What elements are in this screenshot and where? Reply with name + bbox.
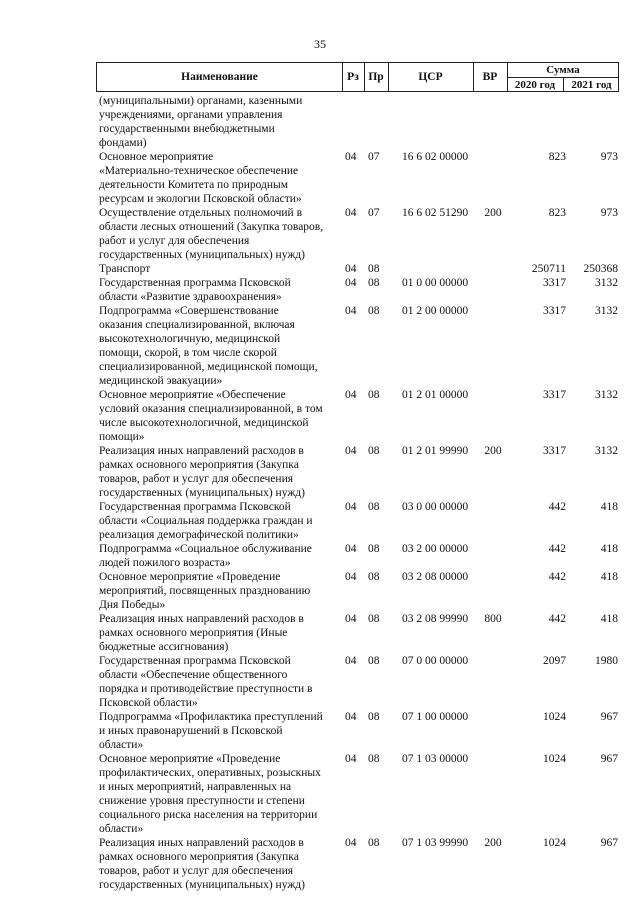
row-name-line: порядка и противодействие преступности в [99, 683, 313, 695]
row-sum-2021: 418 [600, 571, 618, 583]
row-pr: 08 [368, 277, 380, 289]
row-rz: 04 [345, 151, 357, 163]
row-sum-2020: 3317 [543, 445, 566, 457]
row-pr: 08 [368, 305, 380, 317]
row-pr: 08 [368, 389, 380, 401]
row-rz: 04 [345, 711, 357, 723]
row-name-line: Основное мероприятие «Проведение [99, 753, 281, 765]
row-sum-2021: 3132 [595, 389, 618, 401]
row-sum-2021: 973 [600, 207, 618, 219]
row-name [0, 276, 337, 304]
table-body [0, 94, 640, 892]
row-name [0, 654, 337, 710]
row-rz: 04 [345, 263, 357, 275]
table-row [0, 612, 640, 654]
row-vr: 200 [484, 837, 502, 849]
row-name-line: «Материально-техническое обеспечение [99, 165, 299, 177]
row-name [0, 710, 337, 752]
table-row [0, 542, 640, 570]
row-sum-2020: 442 [548, 613, 566, 625]
row-name-line: Основное мероприятие «Обеспечение [99, 389, 286, 401]
row-name-line: учреждениями, органами управления [99, 109, 283, 121]
row-sum-2021: 418 [600, 501, 618, 513]
row-name [0, 304, 337, 388]
row-name [0, 752, 337, 836]
row-pr: 08 [368, 445, 380, 457]
row-name-line: области «Развитие здравоохранения» [99, 291, 282, 303]
row-vr: 200 [484, 207, 502, 219]
row-name-line: Подпрограмма «Совершенствование [99, 305, 279, 317]
row-sum-2020: 3317 [543, 277, 566, 289]
row-vr: 800 [484, 613, 502, 625]
table-row [0, 444, 640, 500]
row-name [0, 206, 337, 262]
row-vr: 200 [484, 445, 502, 457]
table-row [0, 304, 640, 388]
row-name-line: оказания специализированной, включая [99, 319, 295, 331]
row-rz: 04 [345, 305, 357, 317]
row-csr: 01 2 00 00000 [401, 305, 469, 317]
row-name-line: Транспорт [99, 263, 151, 275]
row-sum-2020: 442 [548, 571, 566, 583]
row-csr: 07 1 03 00000 [401, 753, 469, 765]
row-sum-2020: 1024 [543, 711, 566, 723]
row-sum-2021: 418 [600, 613, 618, 625]
row-name-line: и иных мероприятий, направленных на [99, 781, 292, 793]
row-name [0, 570, 337, 612]
row-name [0, 612, 337, 654]
row-name-line: профилактических, оперативных, розыскных [99, 767, 321, 779]
row-sum-2021: 967 [600, 753, 618, 765]
row-name-line: высокотехнологичную, медицинской [99, 333, 281, 345]
row-name-line: помощи» [99, 431, 145, 443]
row-sum-2021: 967 [600, 711, 618, 723]
row-rz: 04 [345, 501, 357, 513]
row-sum-2021: 973 [600, 151, 618, 163]
row-sum-2020: 3317 [543, 305, 566, 317]
row-csr: 01 0 00 00000 [401, 277, 469, 289]
header-sum: Сумма [546, 64, 580, 76]
row-sum-2020: 442 [548, 543, 566, 555]
header-2021: 2021 год [571, 78, 612, 91]
row-name-line: деятельности Комитета по природным [99, 179, 289, 191]
row-name-line: Псковской области» [99, 697, 198, 709]
row-sum-2021: 3132 [595, 445, 618, 457]
table-header [96, 62, 619, 92]
row-csr: 07 1 03 99990 [401, 837, 469, 849]
row-sum-2020: 3317 [543, 389, 566, 401]
row-name [0, 388, 337, 444]
row-pr: 07 [368, 207, 380, 219]
row-name-line: государственных (муниципальных) нужд) [99, 249, 305, 261]
row-pr: 08 [368, 501, 380, 513]
row-csr: 01 2 01 99990 [401, 445, 469, 457]
row-csr: 16 6 02 00000 [401, 151, 469, 163]
row-name-line: рамках основного мероприятия (Закупка [99, 851, 299, 863]
row-name-line: и иных правонарушений в Псковской [99, 725, 283, 737]
row-csr: 03 2 00 00000 [401, 543, 469, 555]
row-pr: 08 [368, 837, 380, 849]
row-sum-2020: 442 [548, 501, 566, 513]
row-sum-2021: 967 [600, 837, 618, 849]
row-name-line: товаров, работ и услуг для обеспечения [99, 473, 294, 485]
row-pr: 08 [368, 571, 380, 583]
row-name-line: области» [99, 739, 144, 751]
row-name-line: медицинской эвакуации» [99, 375, 223, 387]
row-sum-2020: 250711 [531, 263, 566, 275]
header-2020: 2020 год [514, 78, 556, 91]
row-name [0, 94, 337, 150]
row-name-line: фондами) [99, 137, 147, 149]
row-pr: 08 [368, 613, 380, 625]
row-csr: 03 0 00 00000 [401, 501, 469, 513]
table-row [0, 570, 640, 612]
row-csr: 07 1 00 00000 [401, 711, 469, 723]
row-rz: 04 [345, 277, 357, 289]
row-pr: 08 [368, 753, 380, 765]
row-rz: 04 [345, 655, 357, 667]
row-name-line: Дня Победы» [99, 599, 166, 611]
row-name-line: области «Социальная поддержка граждан и [99, 515, 313, 527]
row-name-line: условий оказания специализированной, в том [99, 403, 323, 415]
row-name-line: бюджетные ассигнования) [99, 641, 229, 653]
row-sum-2021: 3132 [595, 277, 618, 289]
table-row [0, 94, 640, 150]
row-sum-2020: 2097 [543, 655, 566, 667]
row-sum-2021: 250368 [583, 263, 618, 275]
row-name-line: области «Обеспечение общественного [99, 669, 288, 681]
row-name [0, 836, 337, 892]
row-name-line: Реализация иных направлений расходов в [99, 445, 304, 457]
row-pr: 08 [368, 263, 380, 275]
header-pr: Пр [368, 71, 384, 83]
row-csr: 07 0 00 00000 [401, 655, 469, 667]
row-name-line: ресурсам и экологии Псковской области» [99, 193, 302, 205]
row-rz: 04 [345, 837, 357, 849]
row-name-line: работ и услуг для обеспечения [99, 235, 250, 247]
row-name [0, 150, 337, 206]
row-name [0, 542, 337, 570]
row-csr: 01 2 01 00000 [401, 389, 469, 401]
row-name-line: Государственная программа Псковской [99, 501, 291, 513]
row-name-line: Государственная программа Псковской [99, 277, 291, 289]
row-rz: 04 [345, 543, 357, 555]
row-name-line: государственных (муниципальных) нужд) [99, 879, 305, 891]
row-name-line: людей пожилого возраста» [99, 557, 231, 569]
table-row [0, 388, 640, 444]
row-name [0, 262, 337, 276]
row-sum-2020: 1024 [543, 837, 566, 849]
row-rz: 04 [345, 207, 357, 219]
table-row [0, 150, 640, 206]
header-name: Наименование [181, 71, 258, 83]
row-name-line: снижение уровня преступности и степени [99, 795, 305, 807]
header-vr: ВР [482, 71, 498, 83]
page-number: 35 [314, 37, 326, 51]
row-sum-2020: 823 [548, 151, 566, 163]
table-row [0, 654, 640, 710]
table-row [0, 262, 640, 276]
row-name-line: социального риска населения на территории [99, 809, 318, 821]
row-csr: 03 2 08 00000 [401, 571, 469, 583]
row-name [0, 500, 337, 542]
row-name [0, 444, 337, 500]
table-row [0, 836, 640, 892]
row-sum-2020: 1024 [543, 753, 566, 765]
row-name-line: области лесных отношений (Закупка товаров, [99, 221, 324, 233]
table-row [0, 752, 640, 836]
row-name-line: Реализация иных направлений расходов в [99, 837, 304, 849]
row-name-line: Государственная программа Псковской [99, 655, 291, 667]
row-name-line: рамках основного мероприятия (Закупка [99, 459, 299, 471]
row-sum-2020: 823 [548, 207, 566, 219]
row-name-line: Основное мероприятие «Проведение [99, 571, 281, 583]
row-name-line: Основное мероприятие [99, 151, 214, 163]
row-name-line: товаров, работ и услуг для обеспечения [99, 865, 294, 877]
row-name-line: области» [99, 823, 144, 835]
row-pr: 08 [368, 543, 380, 555]
row-rz: 04 [345, 571, 357, 583]
row-pr: 08 [368, 655, 380, 667]
row-name-line: реализация демографической политики» [99, 529, 299, 541]
row-name-line: государственными внебюджетными [99, 123, 275, 135]
row-sum-2021: 3132 [595, 305, 618, 317]
header-rz: Рз [347, 71, 359, 83]
row-csr: 03 2 08 99990 [401, 613, 469, 625]
row-name-line: помощи, скорой, в том числе скорой [99, 347, 277, 359]
table-row [0, 500, 640, 542]
table-row [0, 710, 640, 752]
header-csr: ЦСР [418, 71, 443, 83]
row-name-line: государственных (муниципальных) нужд) [99, 487, 305, 499]
row-pr: 08 [368, 711, 380, 723]
row-name-line: Реализация иных направлений расходов в [99, 613, 304, 625]
table-row [0, 276, 640, 304]
row-rz: 04 [345, 613, 357, 625]
row-rz: 04 [345, 445, 357, 457]
row-name-line: Подпрограмма «Профилактика преступлений [99, 711, 323, 723]
row-csr: 16 6 02 51290 [401, 207, 469, 219]
table-row [0, 206, 640, 262]
row-name-line: специализированной, медицинской помощи, [99, 361, 318, 373]
row-sum-2021: 418 [600, 543, 618, 555]
row-name-line: рамках основного мероприятия (Иные [99, 627, 288, 639]
row-name-line: Подпрограмма «Социальное обслуживание [99, 543, 312, 555]
row-rz: 04 [345, 389, 357, 401]
row-pr: 07 [368, 151, 380, 163]
row-sum-2021: 1980 [595, 655, 618, 667]
row-rz: 04 [345, 753, 357, 765]
row-name-line: мероприятий, посвященных празднованию [99, 585, 311, 597]
row-name-line: (муниципальными) органами, казенными [99, 95, 303, 107]
row-name-line: числе высокотехнологичной, медицинской [99, 417, 309, 429]
row-name-line: Осуществление отдельных полномочий в [99, 207, 303, 219]
